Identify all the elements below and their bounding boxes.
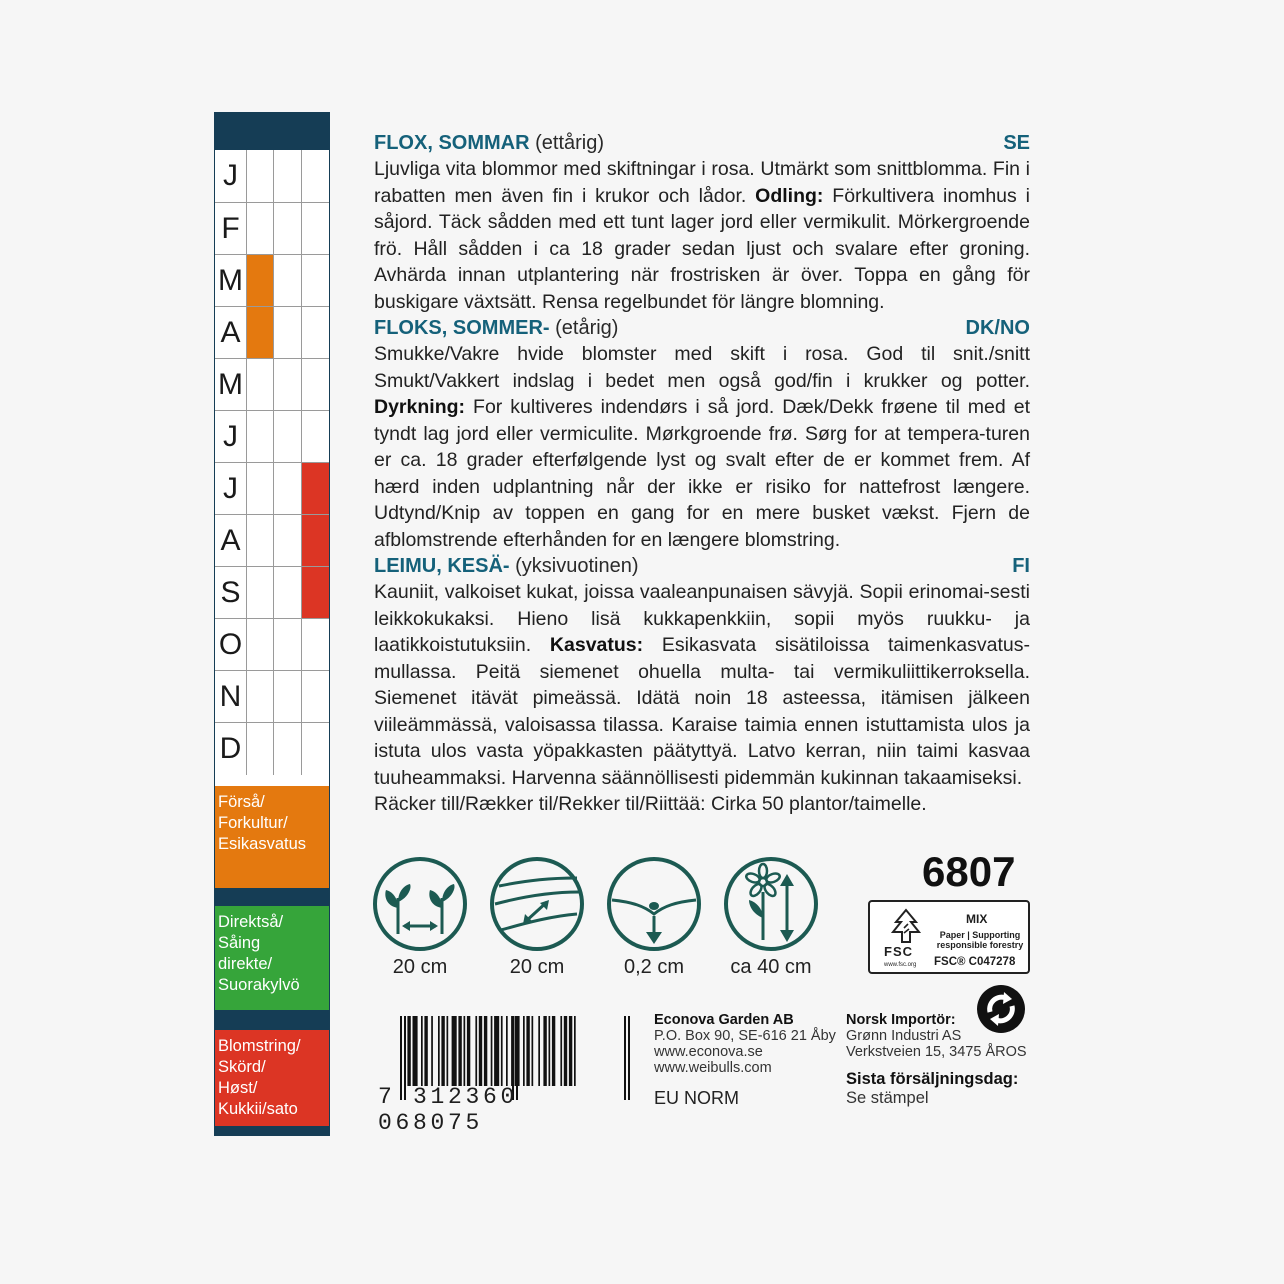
calendar-cell [246,359,273,411]
calendar-row [215,462,329,514]
calendar-cell [301,203,329,255]
legend-bloom-line: Kukkii/sato [218,1100,298,1118]
body-text: Esikasvata sisätiloissa taimenkasvatus-mullassa. Peitä siemenet ohuella multa- tai vermikuliittikerroksella. Siemenet itävät pimeässä. Idätä noin 18 asteessa, itämisen jälkeen viileämmässä, valoisassa tilassa. Karaise taimia ennen istuttamista ulos ja istuta ulos vasta yöpakkasten päätyttyä. Latvo kerran, niin taimi kasvaa tuuheammaksi. Harvenna säännöllisesti pidemmän kukinnan takaamiseksi. [374,634,1030,789]
body-text: Smukke/Vakre hvide blomster med skift i rosa. God til snit./snitt Smukt/Vakkert indslag i bedet men også god/fin i krukker og potter. [374,343,1030,392]
calendar-cell [273,203,301,255]
barcode-bar [543,1016,546,1086]
calendar-row [215,566,329,618]
barcode-bar [475,1016,477,1086]
calendar-row [215,514,329,566]
body-bold: Dyrkning: [374,396,466,418]
calendar-cell [273,463,301,515]
barcode-bar [552,1016,555,1086]
calendar-cell [301,619,329,671]
barcode-bar [452,1016,457,1086]
body-bold: Kasvatus: [549,634,644,656]
calendar-month-label: M [218,368,243,401]
body-text: Förkultivera inomhus i såjord. Täck sådden med ett tunt lager jord eller vermikulit. Mörkergroende frö. Håll sådden i ca 18 grader sedan ljust och svalare efter groning. Avhärda innan utplantering när frostrisken är över. Toppa en gång för buskigare växtsätt. Rensa regelbundet för längre blomning. [374,184,1030,313]
calendar-month-label: O [218,628,243,661]
calendar-cell [273,515,301,567]
calendar-row [215,150,329,202]
product-code: 6807 [922,848,1016,895]
calendar-cell [246,307,273,359]
section-subtitle: (yksivuotinen) [515,555,639,577]
last-sale-day [846,1070,1018,1108]
legend-bloom-line: Høst/ [218,1079,258,1097]
legend-sow-indoor [215,786,329,888]
language-code: FI [1012,555,1030,577]
calendar-cell [246,671,273,723]
section-header-fi [374,553,1030,579]
section-header-se [374,130,1030,156]
calendar-row [215,254,329,306]
barcode-bar [538,1016,540,1086]
barcode-bar [431,1016,433,1086]
description-text [374,130,1030,818]
barcode-bar [458,1016,461,1086]
language-code: SE [1003,132,1030,154]
calendar-month-label: F [221,212,240,245]
body-text: Ljuvliga vita blommor med skiftningar i rosa. Utmärkt som snittblomma. Fin i rabatten men även fin i krukor och lådor. [374,158,1030,207]
calendar-cell [273,150,301,202]
barcode-digits: 7 312360 068075 [378,1084,519,1136]
barcode-bar [523,1016,525,1086]
calendar-month-label: S [220,576,241,609]
yield-line: Räcker till/Rækker til/Rekker til/Riittää: Cirka 50 plantor/taimelle. [374,793,927,815]
fsc-word: FSC [884,944,913,959]
calendar-row [215,306,329,358]
calendar-cell [301,723,329,775]
calendar-cell [246,619,273,671]
calendar-cell [273,359,301,411]
importer-name: Grønn Industri AS [846,1028,962,1044]
section-body-se [374,156,1030,315]
calendar-cell [301,567,329,619]
calendar-cell [246,150,273,202]
calendar-month-label: J [223,420,238,453]
calendar-row [215,722,329,774]
calendar-cell [273,671,301,723]
section-body-dk [374,341,1030,553]
legend-sow-indoor-line: Förså/ [218,793,265,811]
section-subtitle: (ettårig) [535,132,605,154]
eu-norm: EU NORM [654,1088,739,1108]
plant-height-icon [723,856,819,952]
barcode-bar [564,1016,567,1086]
legend-sow-direct-line: Direktså/ [218,913,284,931]
body-text: Kauniit, valkoiset kukat, joissa vaaleanpunaisen sävyjä. Sopii erinomai-sesti leikkokukaksi. Hieno lisä kukkapenkkiin, sopii myös ruukku- ja laatikkoistutuksiin. [374,581,1030,656]
calendar-cell [301,411,329,463]
calendar-row [215,202,329,254]
legend-bloom [215,1030,329,1126]
section-title: FLOKS, SOMMER- [374,317,550,339]
company-info [654,1012,836,1076]
calendar-cell [273,411,301,463]
section-body-fi [374,579,1030,791]
calendar-cell [246,463,273,515]
legend-sow-direct-line: Suorakylvö [218,976,300,994]
company-name: Econova Garden AB [654,1012,794,1028]
barcode-bar [441,1016,444,1086]
barcode-bar [574,1016,576,1086]
calendar-cell [273,723,301,775]
body-text: For kultiveres indendørs i så jord. Dæk/Dekk frøene til med et tyndt lag jord eller vermiculite. Mørkgroende frø. Sørg for at tempera-turen er ca. 18 grader efterfølgende lyst og svalt efter de er kommet frem. Af hærd inden udplantning når der ikke er risiko for nattefrost længere. Udtynd/Knip av toppen en gang for en mere busket vækst. Fjern de afblomstrende efterhånden for en længere blomstring. [374,396,1030,551]
barcode-bar [407,1016,410,1086]
calendar-row [215,670,329,722]
body-bold: Odling: [755,184,824,207]
legend-bloom-line: Skörd/ [218,1058,266,1076]
section-subtitle: (etårig) [555,317,619,339]
calendar-cell [273,255,301,307]
recycle-icon [976,984,1026,1034]
barcode-bar [532,1016,534,1086]
calendar-month-label: J [223,159,238,192]
language-code: DK/NO [965,317,1030,339]
calendar-cell [246,255,273,307]
barcode-bar [501,1016,503,1086]
calendar-row [215,358,329,410]
barcode-bar [560,1016,562,1086]
calendar-cell [246,203,273,255]
fsc-code: FSC® C047278 [934,956,1016,968]
barcode-bar [467,1016,470,1086]
sowing-depth-label: 0,2 cm [623,956,685,978]
legend-sow-direct [215,906,329,1010]
fsc-paper: Paper | Supporting responsible forestry [936,930,1024,950]
company-web: www.econova.se [654,1044,763,1060]
section-title: LEIMU, KESÄ- [374,555,510,577]
importer-label: Norsk Importör: [846,1012,956,1028]
calendar-row [215,618,329,670]
barcode-bar [494,1016,499,1086]
calendar-month-label: A [220,316,241,349]
calendar-cell [273,567,301,619]
plant-spacing-icon [372,856,468,952]
calendar-cell [301,671,329,723]
barcode-bar [424,1016,427,1086]
legend-sow-direct-line: Såing [218,934,261,952]
plant-height-label: ca 40 cm [730,956,812,978]
calendar-row [215,410,329,462]
calendar-month-label: N [219,680,242,713]
calendar-cell [301,359,329,411]
calendar-cell [301,463,329,515]
section-title: FLOX, SOMMAR [374,132,530,154]
calendar-cell [246,567,273,619]
barcode-bar [464,1016,466,1086]
last-sale-day-label: Sista försäljningsdag: [846,1070,1019,1088]
barcode-bar [491,1016,493,1086]
legend-sow-direct-line: direkte/ [218,955,273,973]
calendar-cell [301,255,329,307]
barcode-bar [526,1016,529,1086]
sowing-depth-icon [606,856,702,952]
fsc-site: www.fsc.org [884,962,917,968]
fsc-mix: MIX [966,912,988,926]
barcode-bar [447,1016,449,1086]
barcode-bar [569,1016,572,1086]
barcode-bar [549,1016,551,1086]
company-web: www.weibulls.com [654,1060,772,1076]
calendar-cell [301,307,329,359]
plant-spacing-label: 20 cm [392,956,448,978]
barcode-bar [438,1016,440,1086]
calendar-cell [301,150,329,202]
barcode-bar [421,1016,423,1086]
calendar-grid [215,150,329,878]
company-address: P.O. Box 90, SE-616 21 Åby [654,1028,836,1044]
calendar-cell [246,515,273,567]
legend-sow-indoor-line: Esikasvatus [218,835,307,853]
barcode-bar [484,1016,487,1086]
sowing-calendar [214,112,330,1136]
calendar-cell [273,307,301,359]
fsc-label [868,900,1030,974]
calendar-month-label: A [220,524,241,557]
calendar-cell [246,723,273,775]
row-spacing-icon [489,856,585,952]
calendar-month-label: D [219,732,242,765]
calendar-month-label: M [218,264,243,297]
barcode-bar [506,1016,508,1086]
barcode-bar [413,1016,418,1086]
row-spacing-label: 20 cm [509,956,565,978]
legend-sow-indoor-line: Forkultur/ [218,814,288,832]
calendar-cell [246,411,273,463]
barcode-bar [479,1016,482,1086]
fsc-tree-icon [888,908,924,944]
last-sale-day-value: Se stämpel [846,1089,929,1107]
calendar-cell [301,515,329,567]
legend-bloom-line: Blomstring/ [218,1037,301,1055]
section-header-dk [374,315,1030,341]
importer-address: Verkstveien 15, 3475 ÅROS [846,1044,1027,1060]
calendar-cell [273,619,301,671]
calendar-month-label: J [223,472,238,505]
